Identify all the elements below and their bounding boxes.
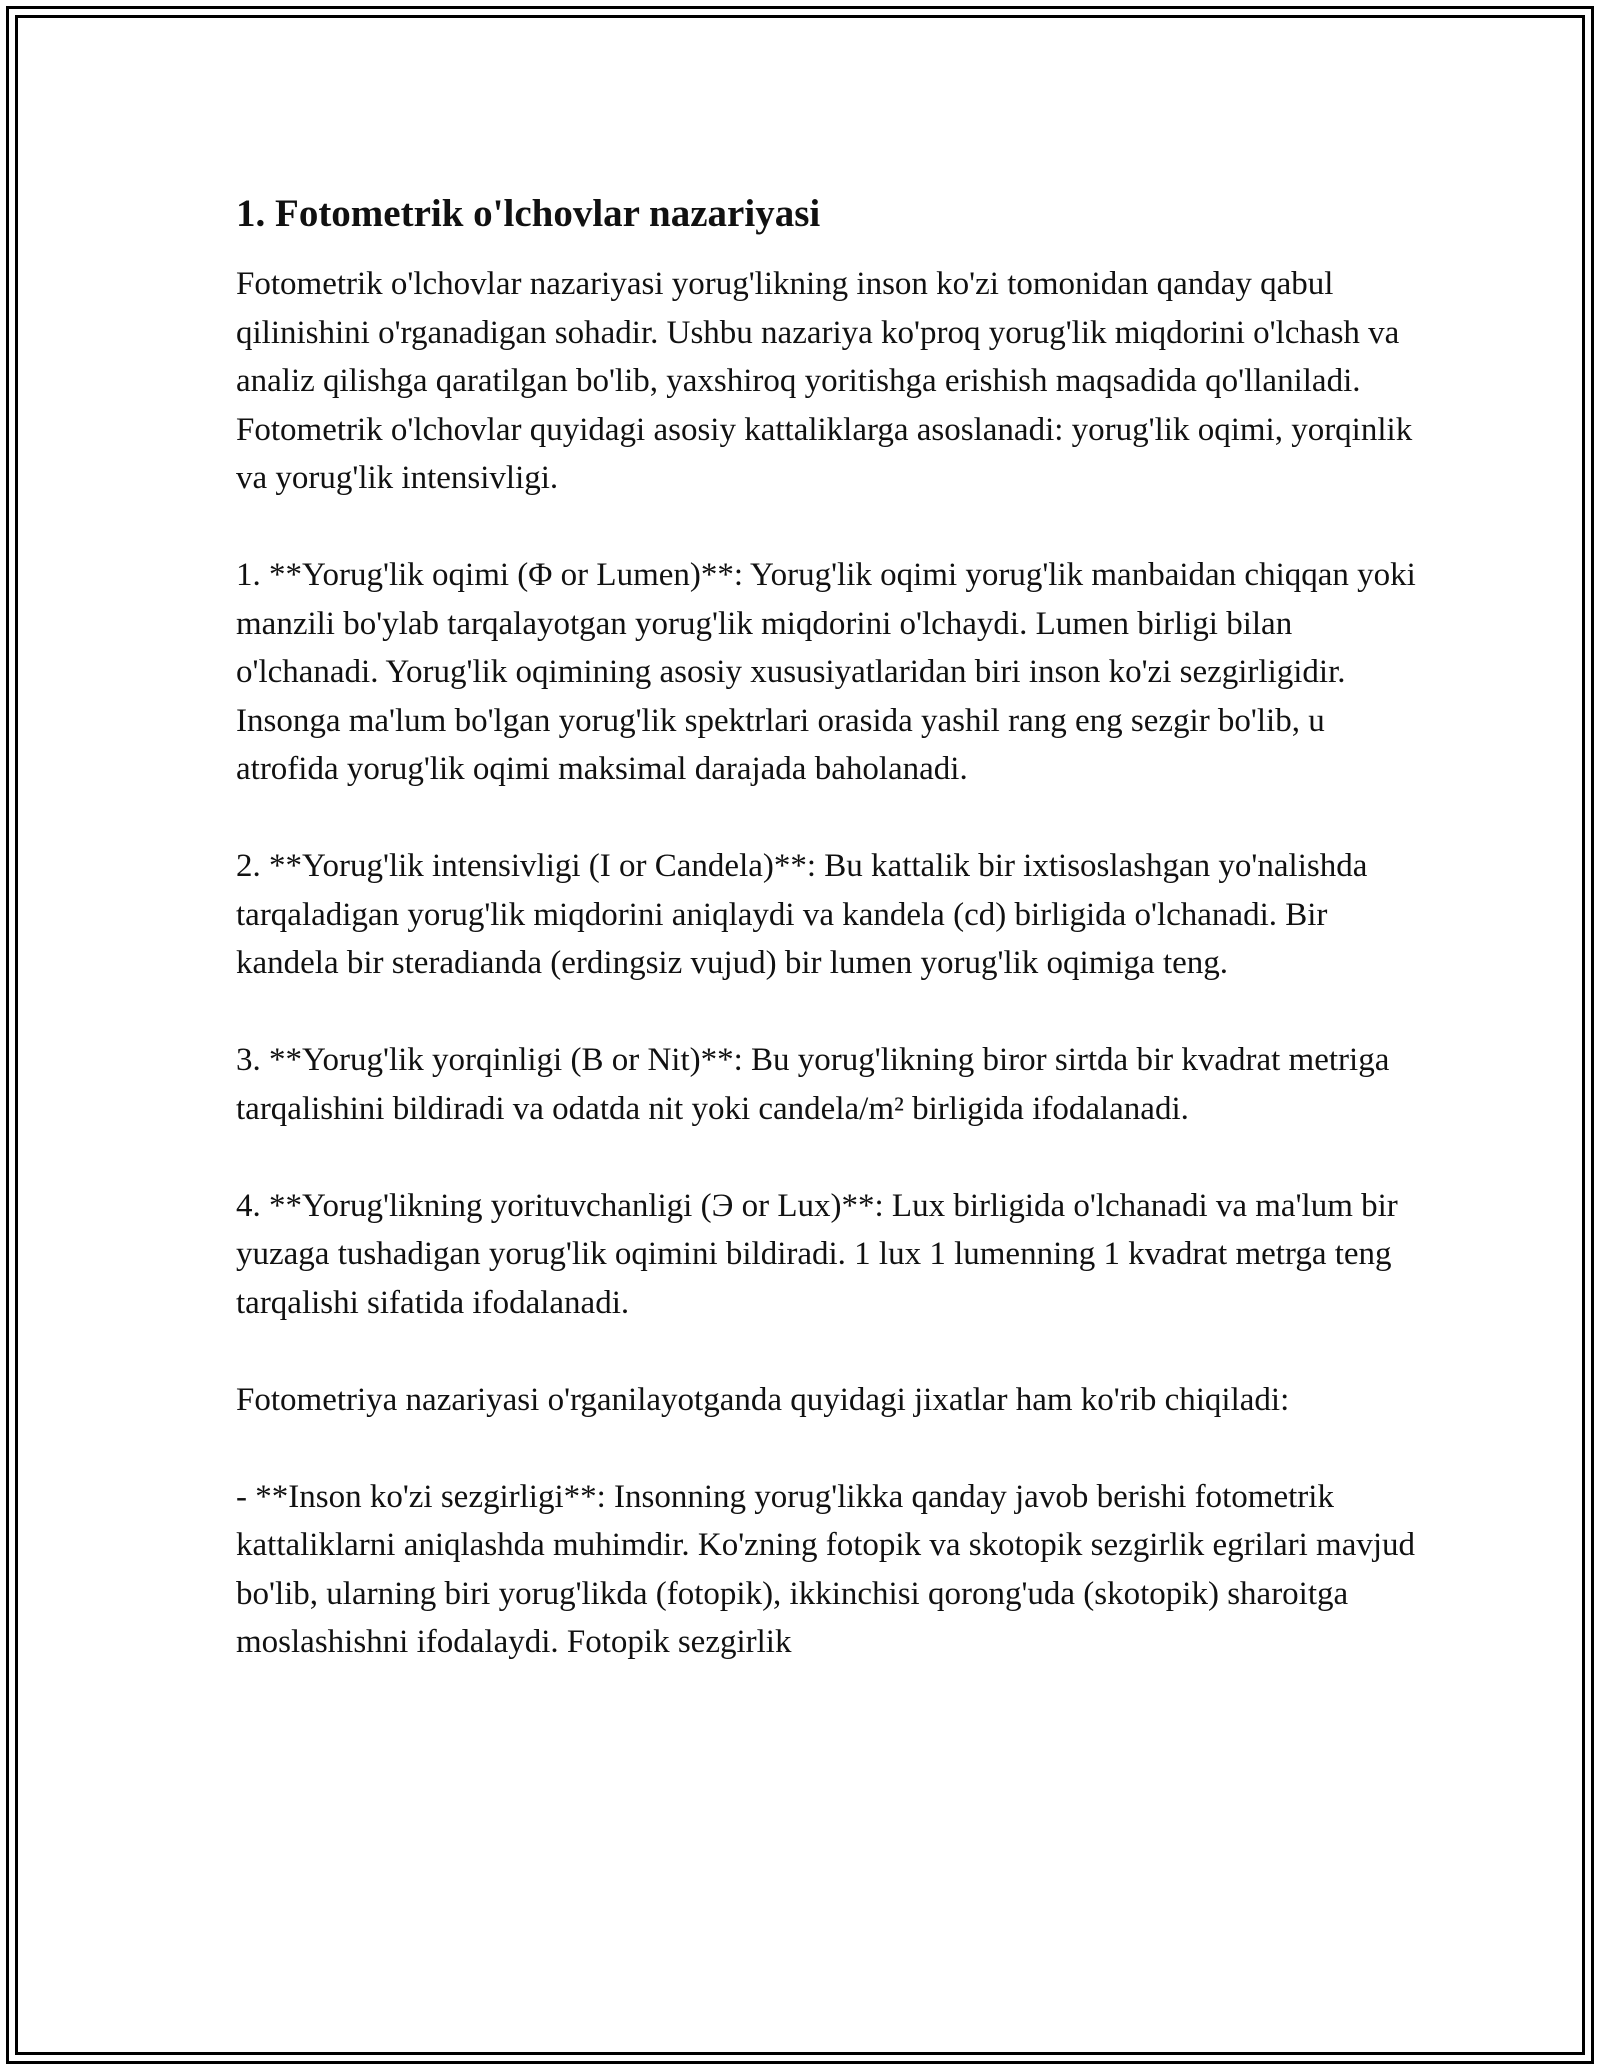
intro-paragraph: Fotometrik o'lchovlar nazariyasi yorug'likning inson ko'zi tomonidan qanday qabul qilinishini o'rganadigan sohadir. Ushbu nazariya ko'proq yorug'lik miqdorini o'lchash va analiz qilishga qaratilgan bo'lib, yaxshiroq yoritishga erishish maqsadida qo'llaniladi. Fotometrik o'lchovlar quyidagi asosiy kattaliklarga asoslanadi: yorug'lik oqimi, yorqinlik va yorug'lik intensivligi.	[236, 266, 1413, 496]
paragraph-illuminance: 4. **Yorug'likning yorituvchanligi (Э or Lux)**: Lux birligida o'lchanadi va ma'lum bir yuzaga tushadigan yorug'lik oqimini bildiradi. 1 lux 1 lumenning 1 kvadrat metrga teng tarqalishi sifatida ifodalanadi.	[236, 1187, 1398, 1321]
section-heading: 1. Fotometrik o'lchovlar nazariyasi	[236, 192, 821, 235]
paragraph-luminous-intensity: 2. **Yorug'lik intensivligi (I or Candela)**: Bu kattalik bir ixtisoslashgan yo'nalishda tarqaladigan yorug'lik miqdorini aniqlaydi va kandela (cd) birligida o'lchanadi. Bir kandela bir steradianda (erdingsiz vujud) bir lumen yorug'lik oqimiga teng.	[236, 848, 1368, 981]
paragraph-luminance: 3. **Yorug'lik yorqinligi (B or Nit)**: Bu yorug'likning biror sirtda bir kvadrat metriga tarqalishini bildiradi va odatda nit yoki candela/m² birligida ifodalanadi.	[236, 1042, 1390, 1127]
paragraph-aspects-intro: Fotometriya nazariyasi o'rganilayotganda quyidagi jixatlar ham ko'rib chiqiladi:	[236, 1381, 1290, 1418]
document-body	[236, 186, 1416, 1715]
paragraph-eye-sensitivity: - **Inson ko'zi sezgirligi**: Insonning yorug'likka qanday javob berishi fotometrik kattaliklarni aniqlashda muhimdir. Ko'zning fotopik va skotopik sezgirlik egrilari mavjud bo'lib, ularning biri yorug'likda (fotopik), ikkinchisi qorong'uda (skotopik) sharoitga moslashishni ifodalaydi. Fotopik sezgirlik	[236, 1478, 1416, 1660]
paragraph-luminous-flux: 1. **Yorug'lik oqimi (Φ or Lumen)**: Yorug'lik oqimi yorug'lik manbaidan chiqqan yoki manzili bo'ylab tarqalayotgan yorug'lik miqdorini o'lchaydi. Lumen birligi bilan o'lchanadi. Yorug'lik oqimining asosiy xususiyatlaridan biri inson ko'zi sezgirligidir. Insonga ma'lum bo'lgan yorug'lik spektrlari orasida yashil rang eng sezgir bo'lib, u atrofida yorug'lik oqimi maksimal darajada baholanadi.	[236, 557, 1416, 787]
